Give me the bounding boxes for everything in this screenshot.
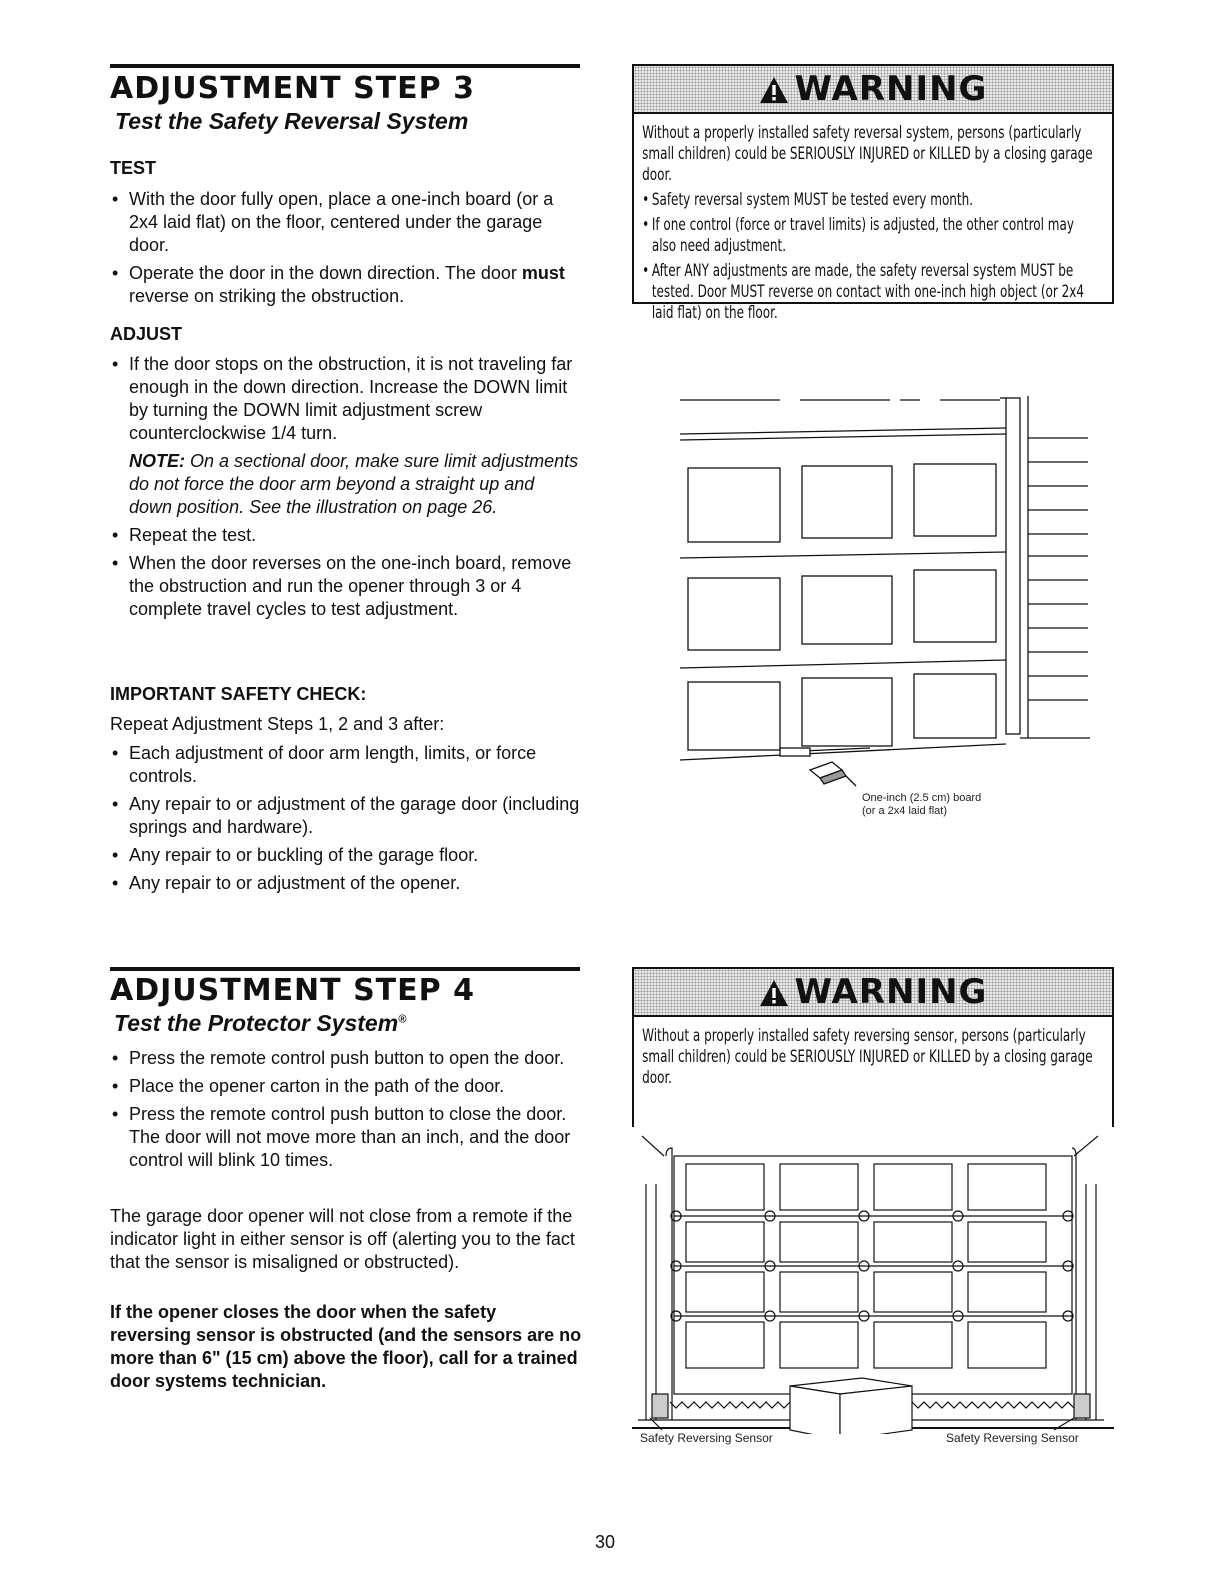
left-sensor-caption: Safety Reversing Sensor (640, 1431, 773, 1445)
safety-check-item: • Any repair to or buckling of the garage floor. (110, 844, 580, 867)
adjust-item: • Repeat the test. (110, 524, 580, 547)
test-heading: TEST (110, 158, 157, 178)
warning-intro: Without a properly installed safety reversing sensor, persons (particularly small children) could be SERIOUSLY INJURED or KILLED by a closing garage door. (642, 1026, 1093, 1087)
safety-check-intro: Repeat Adjustment Steps 1, 2 and 3 after: (110, 714, 445, 734)
warning-triangle-icon (759, 76, 789, 104)
test-item: • Operate the door in the down direction. The door must reverse on striking the obstruction. (110, 262, 580, 308)
warning-banner (634, 969, 1112, 1017)
step4-item: • Place the opener carton in the path of the door. (110, 1075, 580, 1098)
adjust-item: • If the door stops on the obstruction, it is not traveling far enough in the down direction. Increase the DOWN limit by turning the DOWN limit adjustment screw counterclockwise 1/4 turn. (110, 353, 580, 445)
step4-item: • Press the remote control push button to close the door. The door will not move more than an inch, and the door control will blink 10 times. (110, 1103, 580, 1172)
test-item: • With the door fully open, place a one-inch board (or a 2x4 laid flat) on the floor, centered under the garage door. (110, 188, 580, 257)
test-list (110, 188, 580, 313)
step4-title: ADJUSTMENT STEP 4 (110, 973, 475, 1008)
warning-item: • If one control (force or travel limits) is adjusted, the other control may also need adjustment. (642, 214, 1096, 256)
step4-rule (110, 967, 580, 971)
adjust-heading: ADJUST (110, 324, 183, 344)
adjust-list (110, 353, 580, 626)
warning-box-1 (632, 64, 1114, 322)
safety-check-item: • Any repair to or adjustment of the garage door (including springs and hardware). (110, 793, 580, 839)
step4-list (110, 1047, 580, 1177)
warning-banner (634, 66, 1112, 114)
right-sensor-caption: Safety Reversing Sensor (946, 1431, 1079, 1445)
warning-body (634, 1017, 1104, 1088)
warning-list (642, 189, 1096, 323)
safety-check-item: • Any repair to or adjustment of the opener. (110, 872, 580, 895)
adjust-item: • When the door reverses on the one-inch board, remove the obstruction and run the opener through 3 or 4 complete travel cycles to test adjustment. (110, 552, 580, 621)
safety-check-heading: IMPORTANT SAFETY CHECK: (110, 684, 367, 704)
sectional-door-board-illustration (660, 392, 1110, 812)
page-number: 30 (594, 1532, 616, 1552)
adjust-note: NOTE: On a sectional door, make sure limit adjustments do not force the door arm beyond a straight up and down position. See the illustration on page 26. (129, 451, 579, 517)
warning-item: • After ANY adjustments are made, the safety reversal system MUST be tested. Door MUST reverse on contact with one-inch high object (or 2x4 laid flat) on the floor. (642, 260, 1096, 323)
warning-label: WARNING (794, 972, 988, 1012)
warning-body (634, 114, 1104, 323)
warning-item: • Safety reversal system MUST be tested every month. (642, 189, 1096, 210)
step4-item: • Press the remote control push button to open the door. (110, 1047, 580, 1070)
step4-bold-paragraph: If the opener closes the door when the safety reversing sensor is obstructed (and the sensors are no more than 6" (15 cm) above the floor), call for a trained door systems technician. (110, 1302, 582, 1391)
warning-triangle-icon (759, 979, 789, 1007)
board-caption: One-inch (2.5 cm) board (or a 2x4 laid flat) (862, 792, 982, 817)
step4-paragraph: The garage door opener will not close from a remote if the indicator light in either sensor is off (alerting you to the fact that the sensor is misaligned or obstructed). (110, 1206, 575, 1272)
step3-subtitle: Test the Safety Reversal System (115, 108, 469, 134)
warning-intro: Without a properly installed safety reversal system, persons (particularly small children) could be SERIOUSLY INJURED or KILLED by a closing garage door. (642, 123, 1093, 184)
safety-check-item: • Each adjustment of door arm length, limits, or force controls. (110, 742, 580, 788)
step3-title: ADJUSTMENT STEP 3 (110, 71, 475, 106)
safety-check-list (110, 742, 580, 900)
warning-label: WARNING (794, 69, 988, 109)
protector-system-illustration (636, 1134, 1106, 1434)
step3-rule (110, 64, 580, 68)
step4-subtitle: Test the Protector System® (114, 1010, 407, 1036)
